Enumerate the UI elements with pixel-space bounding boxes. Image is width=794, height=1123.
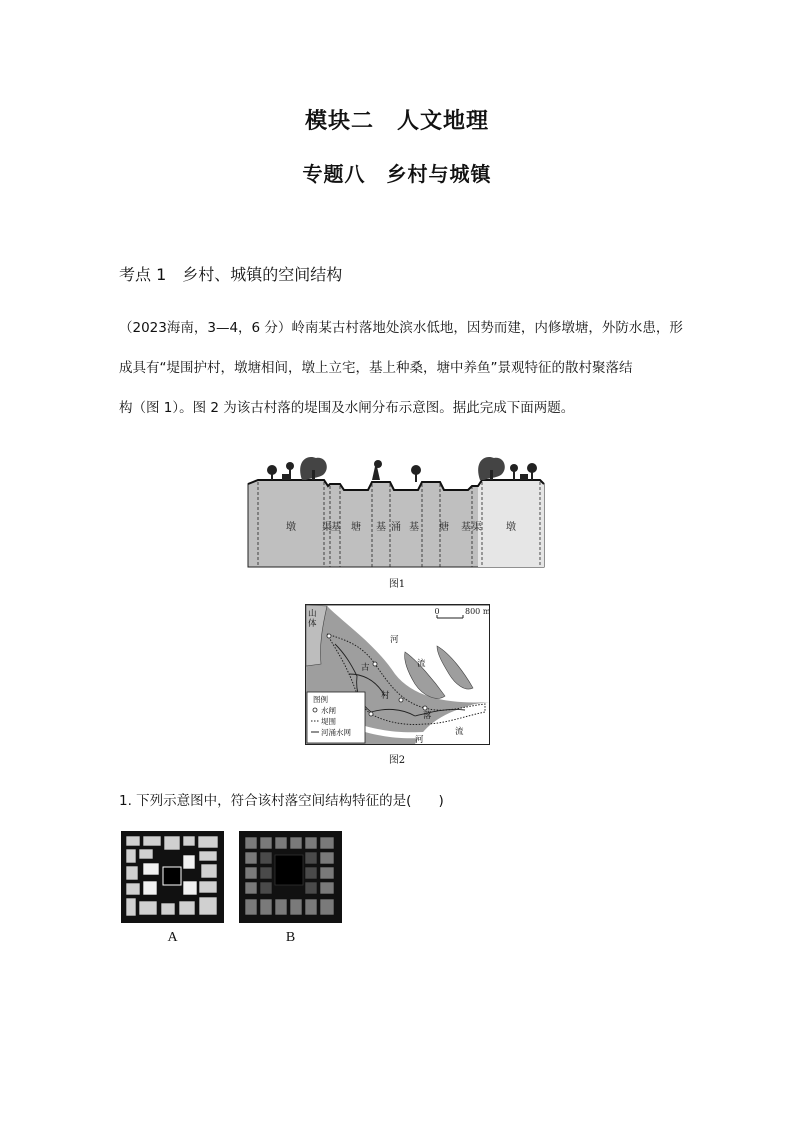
- fig1-label: 基: [331, 522, 341, 533]
- svg-text:山: 山: [308, 609, 317, 619]
- option-b-label: B: [285, 930, 296, 945]
- fig1-label: 墩: [286, 522, 296, 533]
- svg-text:村: 村: [381, 691, 390, 701]
- intro-line-2: 成具有“堤围护村，墩塘相间，墩上立宅，基上种桑，塘中养鱼”景观特征的散村聚落结: [119, 360, 633, 376]
- figure-2-caption: 图2: [388, 755, 406, 766]
- svg-text:河: 河: [390, 635, 399, 645]
- option-a-label: A: [167, 930, 178, 945]
- fig1-label: 塘: [439, 522, 449, 533]
- svg-text:体: 体: [308, 619, 317, 629]
- figure-1-caption: 图1: [388, 579, 406, 590]
- topic-title: 专题八 乡村与城镇: [302, 162, 492, 186]
- svg-text:河: 河: [415, 735, 424, 745]
- svg-text:水闸: 水闸: [321, 706, 336, 715]
- option-b-diagram[interactable]: [239, 831, 342, 923]
- svg-text:0: 0: [434, 607, 440, 616]
- fig1-label: 基: [376, 522, 386, 533]
- section-title: 考点 1 乡村、城镇的空间结构: [119, 265, 343, 284]
- svg-text:堤围: 堤围: [321, 717, 336, 726]
- figure-1-cross-section: [244, 450, 548, 570]
- svg-text:图例: 图例: [313, 695, 328, 704]
- module-title: 模块二 人文地理: [304, 109, 489, 134]
- figure-2-map: [305, 604, 490, 746]
- svg-text:古: 古: [361, 663, 370, 673]
- svg-text:流: 流: [455, 727, 464, 737]
- fig1-label: 涌: [391, 522, 401, 533]
- svg-text:流: 流: [417, 659, 426, 669]
- fig1-label: 塘: [351, 522, 361, 533]
- option-a-diagram[interactable]: [121, 831, 224, 923]
- intro-line-1: （2023海南，3—4，6 分）岭南某古村落地处滨水低地，因势而建，内修墩塘，外防水患，形: [119, 320, 683, 336]
- fig1-label: 基: [409, 522, 419, 533]
- fig1-label: 基: [461, 522, 471, 533]
- fig1-label: 渠: [322, 522, 332, 533]
- fig1-label: 墩: [506, 522, 516, 533]
- question-1-text: 1. 下列示意图中，符合该村落空间结构特征的是( ): [119, 793, 444, 809]
- intro-line-3: 构（图 1）。图 2 为该古村落的堤围及水闸分布示意图。据此完成下面两题。: [119, 400, 575, 416]
- svg-text:落: 落: [423, 711, 432, 721]
- svg-text:河涌水网: 河涌水网: [321, 728, 351, 737]
- svg-text:800 m: 800 m: [465, 607, 490, 616]
- fig1-label: 渠: [472, 522, 482, 533]
